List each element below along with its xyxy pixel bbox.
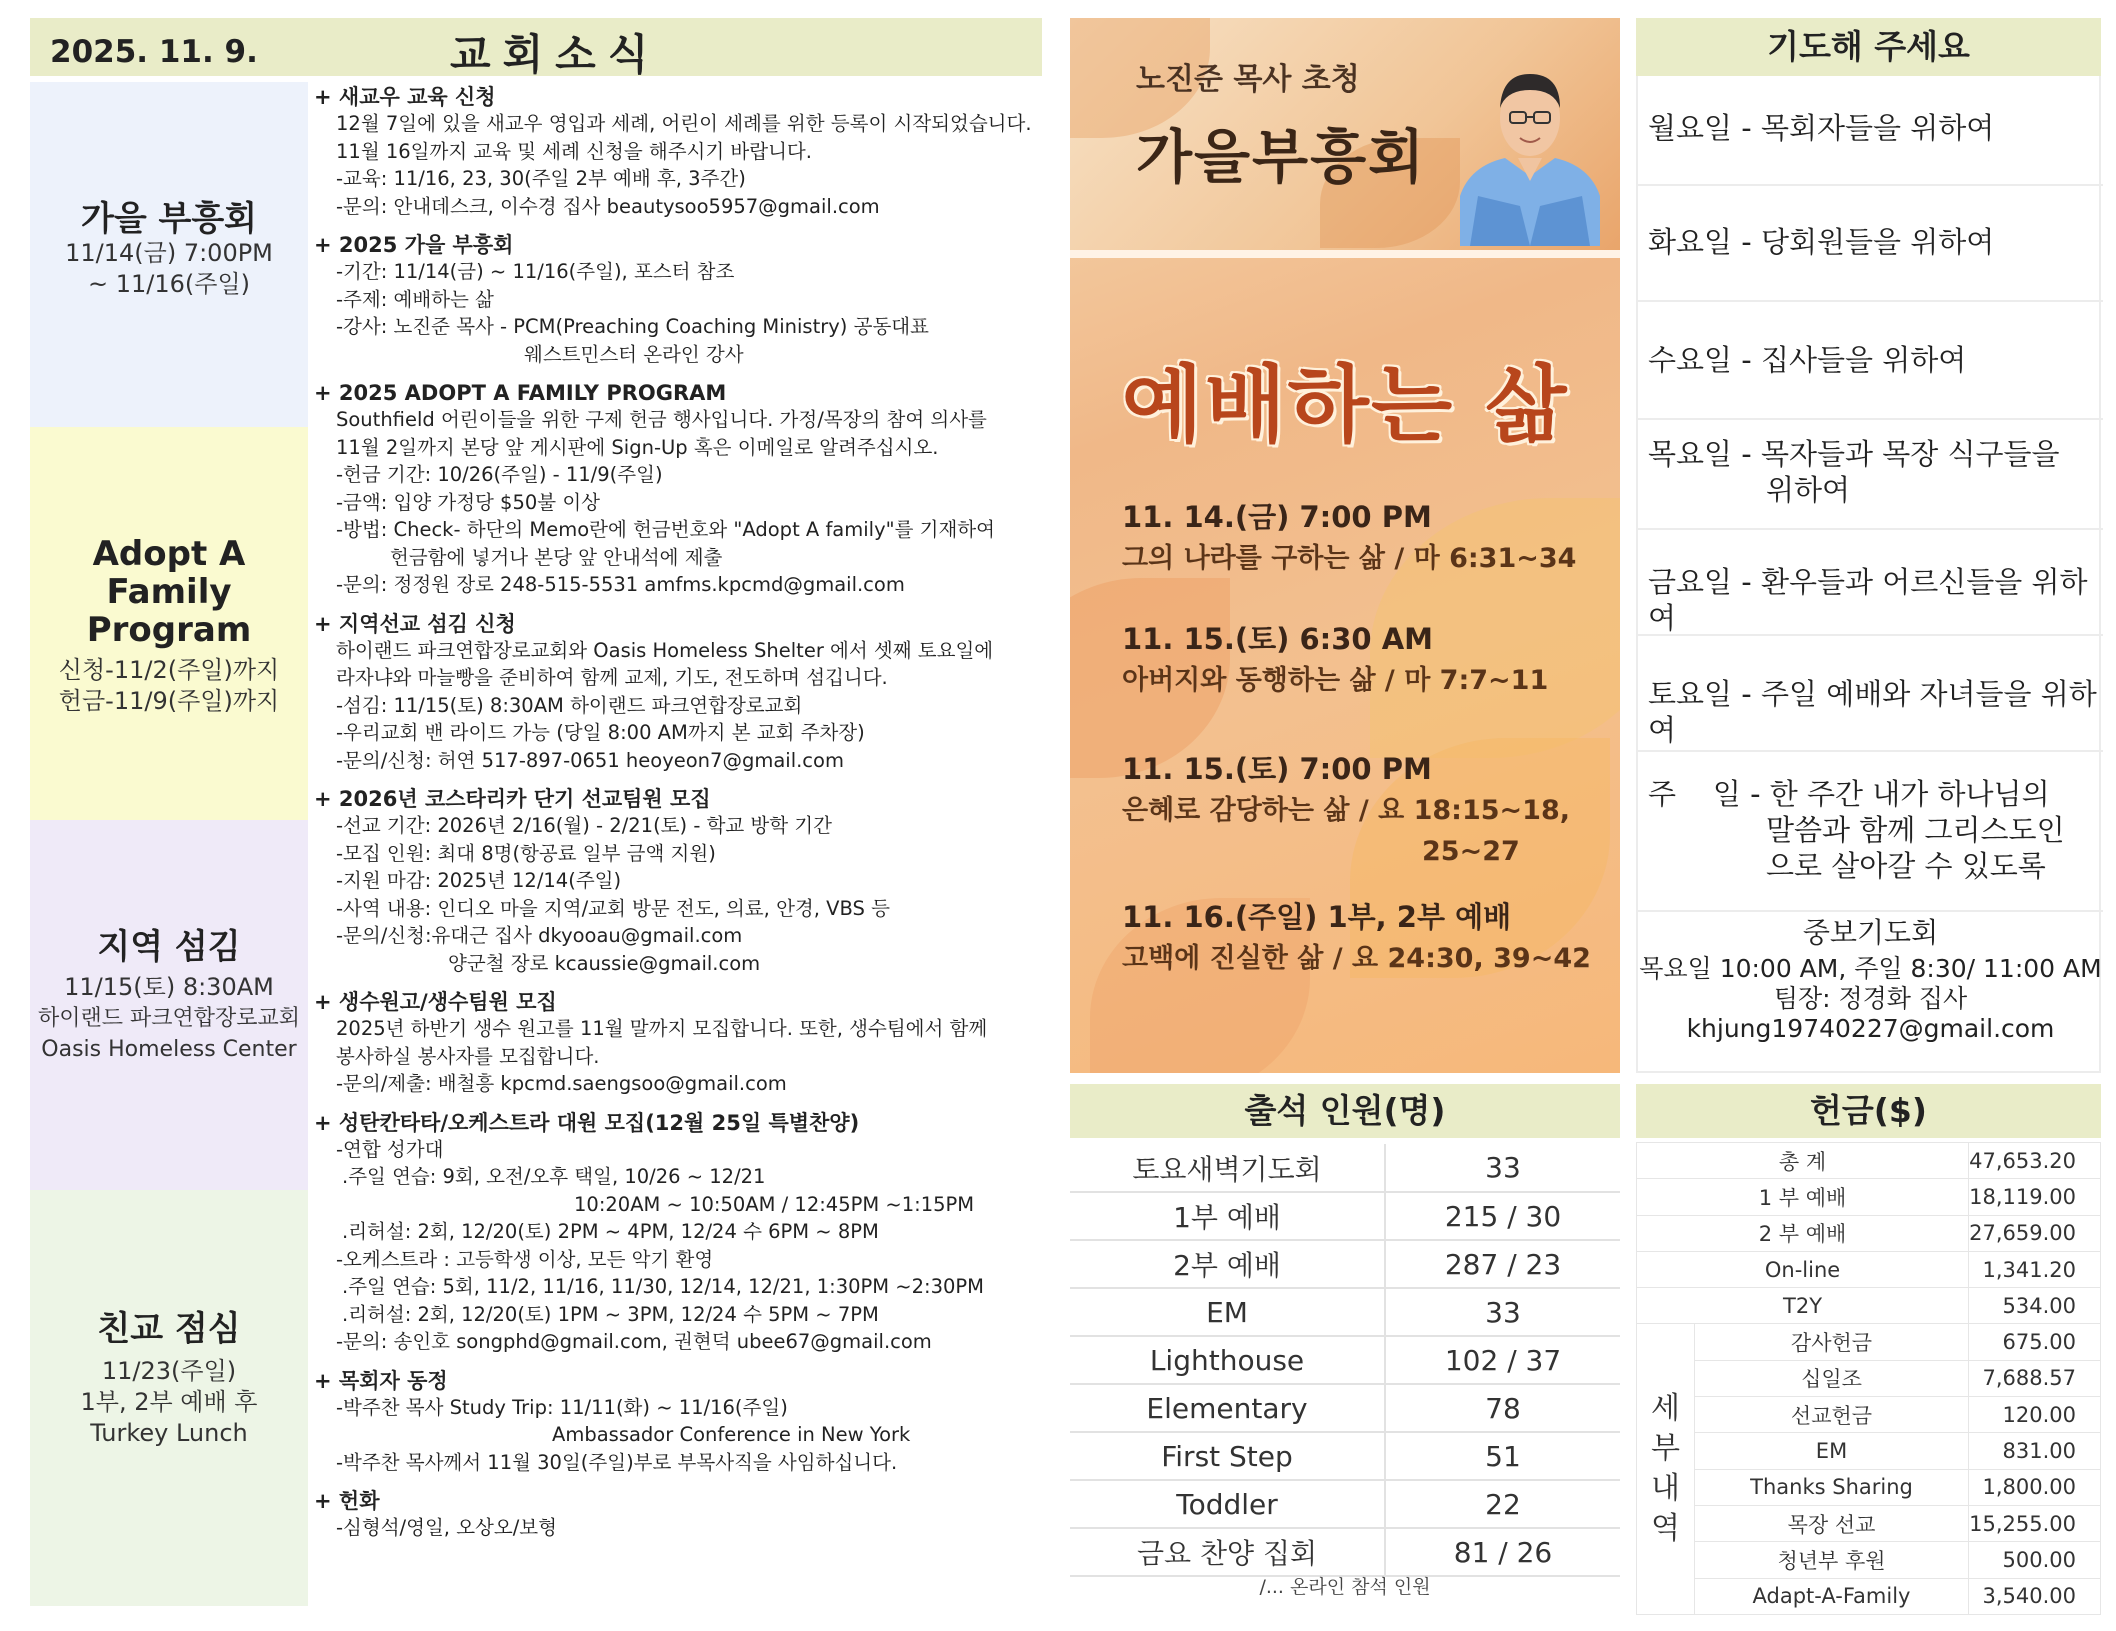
sidebar-line: 신청-11/2(주일)까지 <box>58 656 280 684</box>
offering-value: 831.00 <box>1969 1433 2101 1469</box>
table-row <box>1637 1360 2101 1396</box>
table-row <box>1070 1384 1620 1432</box>
attendance-label: EM <box>1070 1288 1385 1336</box>
section-line: .리허설: 2회, 12/20(토) 2PM ~ 4PM, 12/24 수 6PM ~ 8PM <box>342 1220 879 1243</box>
poster-theme: 예배하는 삶 <box>1121 356 1569 454</box>
section-line: 하이랜드 파크연합장로교회와 Oasis Homeless Shelter 에서 셋째 토요일에 <box>336 638 994 662</box>
sidebar-block-adopt <box>30 427 308 820</box>
section-line: -오케스트라 : 고등학생 이상, 모든 악기 환영 <box>336 1247 714 1271</box>
prayer-text: 월요일 - 목회자들을 위하여 <box>1648 111 1995 145</box>
offering-value: 47,653.20 <box>1969 1143 2101 1179</box>
table-row <box>1637 1179 2101 1215</box>
prayer-item <box>1638 420 2103 530</box>
section-line: .주일 연습: 9회, 오전/오후 택일, 10/26 ~ 12/21 <box>342 1165 766 1188</box>
sidebar-line: 헌금-11/9(주일)까지 <box>58 687 280 715</box>
section-line: -문의: 정정원 장로 248-515-5531 amfms.kpcmd@gmail.com <box>336 573 905 596</box>
prayer-text: 수요일 - 집사들을 위하여 <box>1648 343 1967 377</box>
offering-label: EM <box>1694 1433 1968 1469</box>
offering-label: 청년부 후원 <box>1694 1542 1968 1578</box>
table-row <box>1637 1215 2101 1251</box>
attendance-label: Lighthouse <box>1070 1336 1385 1384</box>
offering-value: 1,800.00 <box>1969 1469 2101 1505</box>
prayer-item <box>1638 530 2103 636</box>
poster-event <box>1122 496 1602 580</box>
prayer-text: 금요일 - 환우들과 어르신들을 위하여 <box>1648 565 2088 635</box>
offering-header: 헌금($) <box>1636 1084 2101 1138</box>
meeting-title: 중보기도회 <box>1802 916 1939 949</box>
section-line: 헌금함에 넣거나 본당 앞 안내석에 제출 <box>390 545 723 569</box>
offering-side-label: 세부내역 <box>1650 1391 1680 1547</box>
offering-value: 27,659.00 <box>1969 1215 2101 1251</box>
attendance-value: 33 <box>1385 1288 1620 1336</box>
section-heading: + 지역선교 섬김 신청 <box>314 611 516 636</box>
news-section-pastor <box>314 1368 1042 1477</box>
table-row <box>1070 1192 1620 1240</box>
section-line: 12월 7일에 있을 새교우 영입과 세례, 어린이 세례를 위한 등록이 시작되었습니다. <box>336 112 1032 135</box>
offering-label: 1 부 예배 <box>1637 1179 1969 1215</box>
offering-value: 534.00 <box>1969 1288 2101 1324</box>
section-line: -사역 내용: 인디오 마을 지역/교회 방문 전도, 의료, 안경, VBS 등 <box>336 896 890 920</box>
table-row <box>1070 1336 1620 1384</box>
news-section-mission <box>314 786 1042 977</box>
revival-poster <box>1070 18 1620 1073</box>
prayer-text: 토요일 - 주일 예배와 자녀들을 위하여 <box>1648 677 2097 747</box>
offering-value: 3,540.00 <box>1969 1578 2101 1614</box>
section-line: 웨스트민스터 온라인 강사 <box>524 342 744 366</box>
offering-label: 선교헌금 <box>1694 1397 1968 1433</box>
sidebar-block-lunch <box>30 1190 308 1606</box>
section-line: -문의/제출: 배철흥 kpcmd.saengsoo@gmail.com <box>336 1072 787 1095</box>
news-title: 교회소식 <box>450 30 661 79</box>
attendance-value: 215 / 30 <box>1385 1192 1620 1240</box>
table-row <box>1637 1397 2101 1433</box>
attendance-value: 287 / 23 <box>1385 1240 1620 1288</box>
sidebar-title: Adopt A Family Program <box>86 534 252 650</box>
event-desc-cont: 25~27 <box>1422 836 1520 867</box>
section-line: -교육: 11/16, 23, 30(주일 2부 예배 후, 3주간) <box>336 167 746 190</box>
section-line: -우리교회 밴 라이드 가능 (당일 8:00 AM까지 본 교회 주차장) <box>336 721 865 744</box>
news-section-newcomer <box>314 84 1042 220</box>
table-row <box>1637 1324 2101 1360</box>
offering-value: 500.00 <box>1969 1542 2101 1578</box>
prayer-item <box>1638 76 2103 186</box>
section-line: 라자냐와 마늘빵을 준비하여 함께 교제, 기도, 전도하며 섬깁니다. <box>336 666 888 689</box>
sidebar-line: Turkey Lunch <box>90 1419 248 1447</box>
table-row <box>1637 1542 2101 1578</box>
sidebar-title: 지역 섬김 <box>97 927 241 967</box>
sidebar-title: 가을 부흥회 <box>80 199 258 239</box>
offering-label: 총 계 <box>1637 1143 1969 1179</box>
attendance-value: 102 / 37 <box>1385 1336 1620 1384</box>
sidebar-line: 하이랜드 파크연합장로교회 <box>37 1006 301 1031</box>
news-section-saengsoo <box>314 989 1042 1098</box>
sidebar-line: 11/23(주일) <box>101 1357 237 1385</box>
section-line: -금액: 입양 가정당 $50불 이상 <box>336 490 600 514</box>
pastor-photo <box>1460 46 1600 246</box>
poster-event <box>1122 748 1602 872</box>
intercessory-meeting <box>1638 918 2103 1044</box>
poster-subtitle: 노진준 목사 초청 <box>1136 62 1360 97</box>
section-heading: + 생수원고/생수팀원 모집 <box>314 990 557 1014</box>
section-line: -기간: 11/14(금) ~ 11/16(주일), 포스터 참조 <box>336 260 735 283</box>
table-row <box>1637 1433 2101 1469</box>
offering-value: 15,255.00 <box>1969 1505 2101 1541</box>
section-heading: + 2025 ADOPT A FAMILY PROGRAM <box>314 381 727 405</box>
attendance-note: /... 온라인 참석 인원 <box>1259 1576 1431 1598</box>
section-line: -주제: 예배하는 삶 <box>336 287 494 311</box>
section-line: -방법: Check- 하단의 Memo란에 헌금번호와 "Adopt A family"를 기재하여 <box>336 518 995 541</box>
sidebar-block-outreach <box>30 820 308 1190</box>
offering-value: 1,341.20 <box>1969 1251 2101 1287</box>
section-line: -문의/신청: 허연 517-897-0651 heoyeon7@gmail.com <box>336 748 844 772</box>
prayer-list <box>1636 76 2101 1073</box>
prayer-item <box>1638 752 2103 912</box>
prayer-text-cont: 말씀과 함께 그리스도인 <box>1766 813 2065 847</box>
table-row <box>1070 1480 1620 1528</box>
prayer-text-cont: 으로 살아갈 수 있도록 <box>1766 849 2046 883</box>
offering-label: Adapt-A-Family <box>1694 1578 1968 1614</box>
table-row <box>1070 1528 1620 1576</box>
prayer-item <box>1638 636 2103 752</box>
section-heading: + 성탄칸타타/오케스트라 대원 모집(12월 25일 특별찬양) <box>314 1110 860 1135</box>
section-line: -강사: 노진준 목사 - PCM(Preaching Coaching Ministry) 공동대표 <box>336 315 929 338</box>
news-section-adopt <box>314 380 1042 599</box>
sidebar-line: ~ 11/16(주일) <box>88 270 250 298</box>
event-desc: 아버지와 동행하는 삶 / 마 7:7~11 <box>1122 665 1549 696</box>
table-row <box>1070 1432 1620 1480</box>
attendance-label: 1부 예배 <box>1070 1192 1385 1240</box>
sidebar-title: 친교 점심 <box>97 1309 241 1349</box>
prayer-header: 기도해 주세요 <box>1636 18 2101 76</box>
table-row <box>1637 1578 2101 1614</box>
sidebar-block-revival <box>30 82 308 427</box>
news-section-outreach <box>314 611 1042 775</box>
offering-table <box>1636 1142 2101 1615</box>
prayer-item <box>1638 302 2103 420</box>
meeting-time: 목요일 10:00 AM, 주일 8:30/ 11:00 AM <box>1639 954 2102 983</box>
offering-value: 120.00 <box>1969 1397 2101 1433</box>
event-time: 11. 15.(토) 7:00 PM <box>1122 752 1432 786</box>
event-time: 11. 14.(금) 7:00 PM <box>1122 500 1432 534</box>
attendance-label: First Step <box>1070 1432 1385 1480</box>
attendance-label: Elementary <box>1070 1384 1385 1432</box>
event-desc: 그의 나라를 구하는 삶 / 마 6:31~34 <box>1122 543 1577 574</box>
section-line: -연합 성가대 <box>336 1137 444 1161</box>
sidebar-line: 11/14(금) 7:00PM <box>65 239 273 267</box>
section-line: 11월 2일까지 본당 앞 게시판에 Sign-Up 혹은 이메일로 알려주십시오. <box>336 435 939 459</box>
sidebar-line: 11/15(토) 8:30AM <box>64 973 274 1001</box>
poster-title: 가을부흥회 <box>1136 123 1427 191</box>
news-section-cantata <box>314 1110 1042 1356</box>
offering-label: 감사헌금 <box>1694 1324 1968 1360</box>
offering-label: 목장 선교 <box>1694 1505 1968 1541</box>
section-line: 봉사하실 봉사자를 모집합니다. <box>336 1044 600 1068</box>
section-line: -지원 마감: 2025년 12/14(주일) <box>336 869 622 892</box>
sidebar-line: 1부, 2부 예배 후 <box>80 1388 258 1416</box>
attendance-label: 2부 예배 <box>1070 1240 1385 1288</box>
offering-value: 675.00 <box>1969 1324 2101 1360</box>
section-line: -선교 기간: 2026년 2/16(월) - 2/21(토) - 학교 방학 기간 <box>336 814 832 837</box>
section-line: -박주찬 목사께서 11월 30일(주일)부로 부목사직을 사임하십니다. <box>336 1450 898 1474</box>
section-line: -문의: 송인호 songphd@gmail.com, 권현덕 ubee67@gmail.com <box>336 1330 932 1353</box>
event-time: 11. 16.(주일) 1부, 2부 예배 <box>1122 900 1512 934</box>
attendance-value: 78 <box>1385 1384 1620 1432</box>
table-row <box>1637 1469 2101 1505</box>
bulletin-date: 2025. 11. 9. <box>50 34 258 70</box>
section-line: .리허설: 2회, 12/20(토) 1PM ~ 3PM, 12/24 수 5PM ~ 7PM <box>342 1302 879 1326</box>
news-body <box>314 84 1042 1554</box>
section-heading: + 2025 가을 부흥회 <box>314 233 514 257</box>
attendance-label: 금요 찬양 집회 <box>1070 1528 1385 1576</box>
poster-divider <box>1070 250 1620 258</box>
section-line: -문의/신청:유대근 집사 dkyooau@gmail.com <box>336 924 743 947</box>
offering-value: 18,119.00 <box>1969 1179 2101 1215</box>
news-header <box>30 18 1042 79</box>
attendance-table <box>1070 1144 1620 1577</box>
table-row <box>1637 1251 2101 1287</box>
poster-event <box>1122 618 1602 702</box>
table-row <box>1070 1288 1620 1336</box>
offering-label: Thanks Sharing <box>1694 1469 1968 1505</box>
offering-detail-label <box>1637 1324 1695 1614</box>
attendance-value: 81 / 26 <box>1385 1528 1620 1576</box>
section-heading: + 목회자 동정 <box>314 1368 448 1393</box>
section-line: Southfield 어린이들을 위한 구제 헌금 행사입니다. 가정/목장의 참여 의사를 <box>336 408 987 431</box>
event-time: 11. 15.(토) 6:30 AM <box>1122 622 1433 656</box>
prayer-text-cont: 위하여 <box>1766 473 1851 507</box>
section-line: -모집 인원: 최대 8명(항공료 일부 금액 지원) <box>336 841 716 865</box>
section-line: 양군철 장로 kcaussie@gmail.com <box>448 951 761 975</box>
news-section-flowers <box>314 1488 1042 1542</box>
offering-label: 2 부 예배 <box>1637 1215 1969 1251</box>
meeting-email: khjung19740227@gmail.com <box>1686 1014 2055 1043</box>
prayer-item <box>1638 186 2103 302</box>
attendance-label: 토요새벽기도회 <box>1070 1144 1385 1192</box>
section-heading: + 2026년 코스타리카 단기 선교팀원 모집 <box>314 787 711 811</box>
offering-label: T2Y <box>1637 1288 1969 1324</box>
offering-label: 십일조 <box>1694 1360 1968 1396</box>
section-line: 10:20AM ~ 10:50AM / 12:45PM ~1:15PM <box>574 1192 975 1216</box>
section-line: Ambassador Conference in New York <box>552 1423 911 1446</box>
section-line: -문의: 안내데스크, 이수경 집사 beautysoo5957@gmail.com <box>336 194 880 218</box>
table-row <box>1070 1240 1620 1288</box>
attendance-value: 33 <box>1385 1144 1620 1192</box>
prayer-text: 주 일 - 한 주간 내가 하나님의 <box>1648 777 2050 811</box>
section-line: -섬김: 11/15(토) 8:30AM 하이랜드 파크연합장로교회 <box>336 693 803 717</box>
prayer-text: 화요일 - 당회원들을 위하여 <box>1648 225 1995 259</box>
offering-value: 7,688.57 <box>1969 1360 2101 1396</box>
table-row <box>1637 1505 2101 1541</box>
event-desc: 은혜로 감당하는 삶 / 요 18:15~18, <box>1122 795 1570 826</box>
section-line: .주일 연습: 5회, 11/2, 11/16, 11/30, 12/14, 12/21, 1:30PM ~2:30PM <box>342 1275 984 1298</box>
offering-label: On-line <box>1637 1251 1969 1287</box>
section-line: -헌금 기간: 10/26(주일) - 11/9(주일) <box>336 463 663 486</box>
meeting-leader: 팀장: 정경화 집사 <box>1773 984 1968 1013</box>
section-heading: + 새교우 교육 신청 <box>314 85 496 109</box>
section-line: -심형석/영일, 오상오/보형 <box>336 1516 557 1539</box>
table-row <box>1070 1144 1620 1192</box>
table-row <box>1637 1143 2101 1179</box>
prayer-text: 목요일 - 목자들과 목장 식구들을 <box>1648 437 2060 471</box>
poster-event <box>1122 896 1602 980</box>
section-line: 11월 16일까지 교육 및 세례 신청을 해주시기 바랍니다. <box>336 139 812 163</box>
attendance-header: 출석 인원(명) <box>1070 1084 1620 1138</box>
news-sidebar <box>30 82 308 1606</box>
section-heading: + 헌화 <box>314 1489 380 1513</box>
news-section-revival <box>314 232 1042 368</box>
attendance-value: 51 <box>1385 1432 1620 1480</box>
attendance-value: 22 <box>1385 1480 1620 1528</box>
sidebar-line: Oasis Homeless Center <box>41 1037 297 1062</box>
table-row <box>1637 1288 2101 1324</box>
event-desc: 고백에 진실한 삶 / 요 24:30, 39~42 <box>1122 943 1591 974</box>
attendance-label: Toddler <box>1070 1480 1385 1528</box>
section-line: 2025년 하반기 생수 원고를 11월 말까지 모집합니다. 또한, 생수팀에서 함께 <box>336 1017 988 1040</box>
section-line: -박주찬 목사 Study Trip: 11/11(화) ~ 11/16(주일) <box>336 1395 788 1419</box>
